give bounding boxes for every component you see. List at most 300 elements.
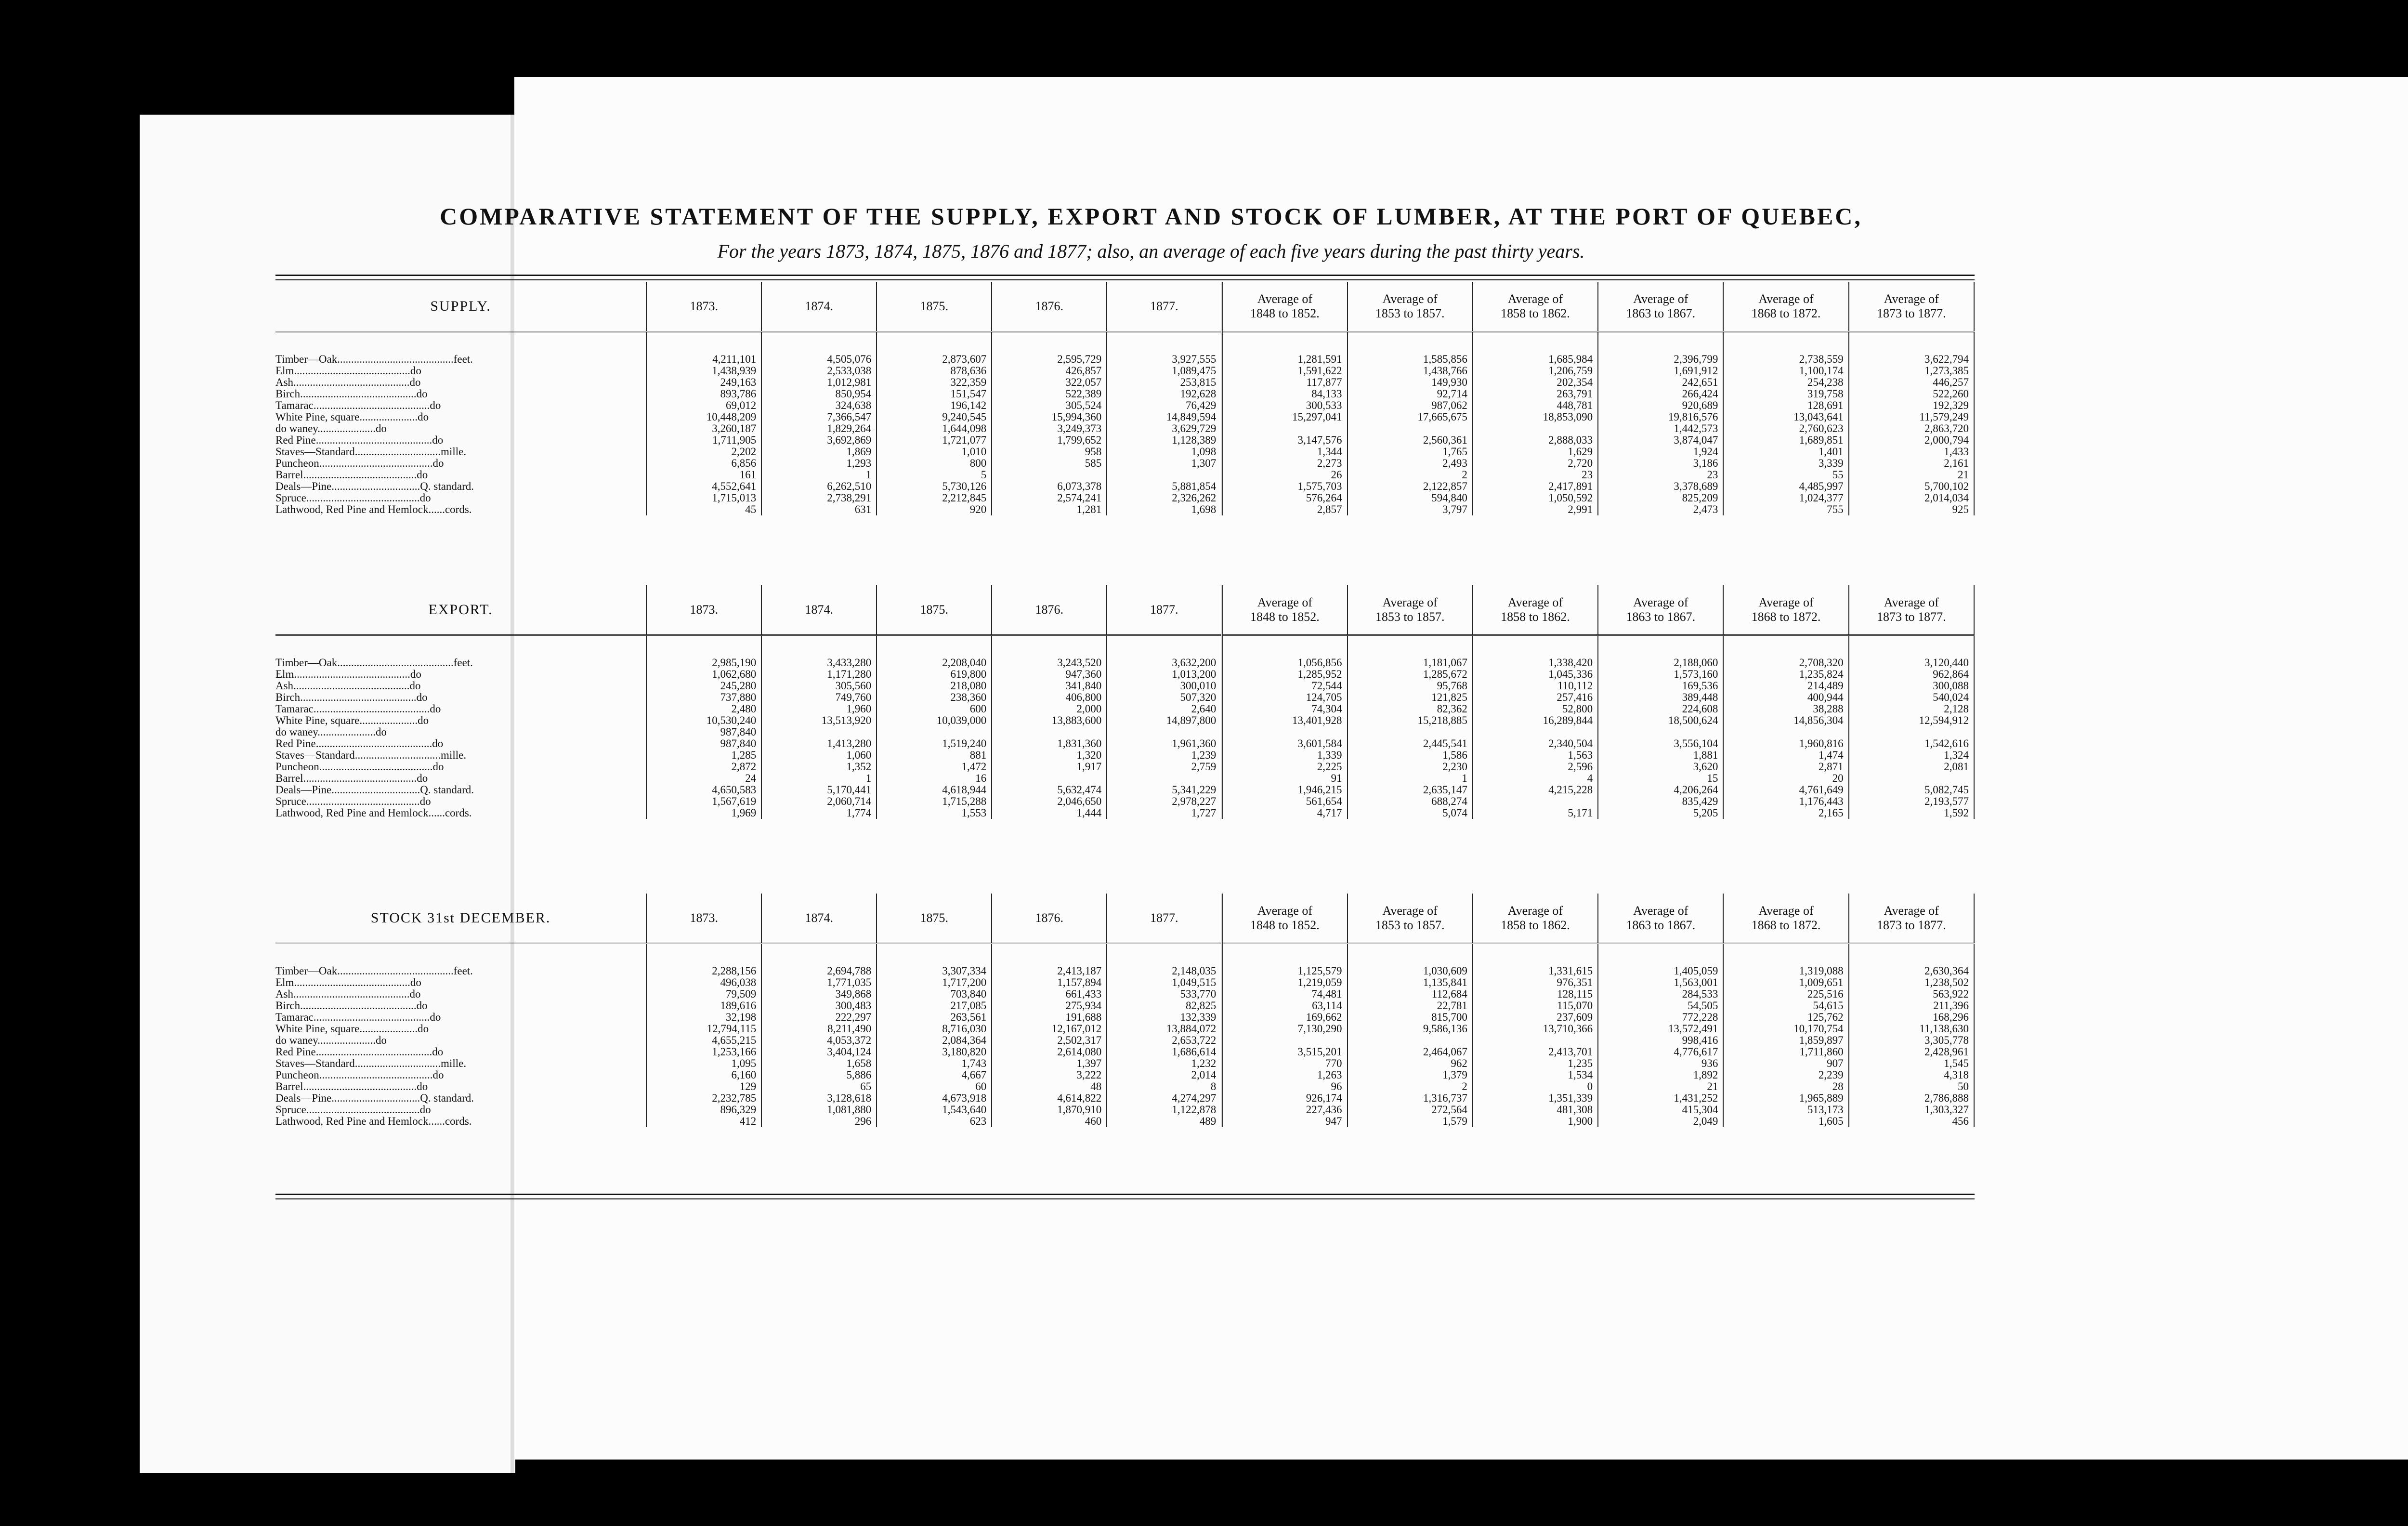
table-cell: 1,774	[761, 807, 877, 819]
table-cell: 305,560	[761, 680, 877, 692]
table-cell: 28	[1723, 1081, 1848, 1092]
table-cell: 4,211,101	[646, 332, 761, 366]
table-cell: 18,500,624	[1598, 715, 1723, 726]
year-column-header: 1875.	[877, 894, 992, 944]
table-cell: 5,074	[1348, 807, 1473, 819]
table-cell: 1,585,856	[1348, 332, 1473, 366]
table-cell: 1,870,910	[992, 1104, 1107, 1116]
table-cell: 2,760,623	[1723, 423, 1848, 434]
table-cell: 48	[992, 1081, 1107, 1092]
table-cell: 13,401,928	[1222, 715, 1347, 726]
table-row	[275, 481, 1974, 492]
average-column-header: Average of 1858 to 1862.	[1473, 282, 1598, 332]
table-cell: 1,239	[1107, 750, 1222, 761]
table-cell: 1,273,385	[1849, 365, 1974, 377]
table-cell: 2,273	[1222, 458, 1347, 469]
table-cell: 74,481	[1222, 988, 1347, 1000]
row-label: Barrel.........................................do	[275, 469, 646, 481]
table-cell: 2,161	[1849, 458, 1974, 469]
table-cell: 192,329	[1849, 400, 1974, 411]
table-cell: 1,319,088	[1723, 944, 1848, 977]
table-cell: 1,691,912	[1598, 365, 1723, 377]
table-cell: 16,289,844	[1473, 715, 1598, 726]
table-cell: 4,614,822	[992, 1092, 1107, 1104]
table-cell: 14,897,800	[1107, 715, 1222, 726]
year-column-header: 1876.	[992, 282, 1107, 332]
table-cell: 925	[1849, 504, 1974, 515]
table-cell: 522,260	[1849, 388, 1974, 400]
table-cell: 800	[877, 458, 992, 469]
table-row	[275, 807, 1974, 819]
table-cell: 84,133	[1222, 388, 1347, 400]
row-label: Birch..........................................do	[275, 1000, 646, 1012]
table-cell: 13,513,920	[761, 715, 877, 726]
table-row	[275, 669, 1974, 680]
table-cell: 23	[1598, 469, 1723, 481]
table-cell: 1,181,067	[1348, 635, 1473, 669]
row-label: Elm..........................................do	[275, 669, 646, 680]
table-cell: 825,209	[1598, 492, 1723, 504]
average-column-header: Average of 1848 to 1852.	[1222, 894, 1347, 944]
table-cell: 1,689,851	[1723, 434, 1848, 446]
row-label: Birch..........................................do	[275, 388, 646, 400]
table-cell: 896,329	[646, 1104, 761, 1116]
table-cell: 63,114	[1222, 1000, 1347, 1012]
table-cell: 322,057	[992, 377, 1107, 388]
stock-section	[275, 894, 1975, 1127]
table-cell: 1,961,360	[1107, 738, 1222, 750]
table-cell: 2,014	[1107, 1069, 1222, 1081]
table-row	[275, 680, 1974, 692]
table-cell: 26	[1222, 469, 1347, 481]
table-cell: 1,960,816	[1723, 738, 1848, 750]
table-cell: 2,445,541	[1348, 738, 1473, 750]
row-label: Staves—Standard...............................mille.	[275, 1058, 646, 1069]
table-cell: 987,840	[646, 726, 761, 738]
table-cell: 600	[877, 703, 992, 715]
table-cell: 341,840	[992, 680, 1107, 692]
table-cell: 1,542,616	[1849, 738, 1974, 750]
table-cell: 481,308	[1473, 1104, 1598, 1116]
table-cell: 2,630,364	[1849, 944, 1974, 977]
table-cell: 32,198	[646, 1012, 761, 1023]
year-column-header: 1877.	[1107, 585, 1222, 635]
table-cell: 13,883,600	[992, 715, 1107, 726]
table-cell	[1107, 726, 1222, 738]
table-cell: 1,553	[877, 807, 992, 819]
table-cell: 2,232,785	[646, 1092, 761, 1104]
table-cell: 192,628	[1107, 388, 1222, 400]
row-label: White Pine, square.....................do	[275, 411, 646, 423]
table-cell: 11,579,249	[1849, 411, 1974, 423]
year-column-header: 1873.	[646, 894, 761, 944]
table-cell: 661,433	[992, 988, 1107, 1000]
table-cell	[1473, 423, 1598, 434]
average-column-header: Average of 1853 to 1857.	[1348, 585, 1473, 635]
table-cell: 218,080	[877, 680, 992, 692]
table-cell: 2,417,891	[1473, 481, 1598, 492]
table-cell: 2,738,291	[761, 492, 877, 504]
table-cell: 489	[1107, 1116, 1222, 1127]
table-cell: 12,167,012	[992, 1023, 1107, 1035]
table-cell: 631	[761, 504, 877, 515]
table-row	[275, 773, 1974, 784]
table-cell: 272,564	[1348, 1104, 1473, 1116]
table-cell: 8,716,030	[877, 1023, 992, 1035]
table-cell: 54,505	[1598, 1000, 1723, 1012]
table-row	[275, 738, 1974, 750]
table-cell: 2,888,033	[1473, 434, 1598, 446]
table-cell: 5,886	[761, 1069, 877, 1081]
table-cell: 1,892	[1598, 1069, 1723, 1081]
table-cell: 448,781	[1473, 400, 1598, 411]
row-label: Deals—Pine................................Q. standard.	[275, 784, 646, 796]
table-cell: 815,700	[1348, 1012, 1473, 1023]
table-cell: 2,595,729	[992, 332, 1107, 366]
table-cell: 2,694,788	[761, 944, 877, 977]
year-column-header: 1876.	[992, 585, 1107, 635]
table-row	[275, 726, 1974, 738]
table-row	[275, 784, 1974, 796]
table-cell: 850,954	[761, 388, 877, 400]
table-cell: 254,238	[1723, 377, 1848, 388]
row-label: do waney.....................do	[275, 726, 646, 738]
table-cell: 2,413,187	[992, 944, 1107, 977]
table-cell: 2,873,607	[877, 332, 992, 366]
row-label: Ash..........................................do	[275, 377, 646, 388]
table-cell: 349,868	[761, 988, 877, 1000]
table-cell: 1,100,174	[1723, 365, 1848, 377]
table-row	[275, 458, 1974, 469]
export-table	[275, 585, 1975, 819]
table-cell: 6,160	[646, 1069, 761, 1081]
table-cell: 2,614,080	[992, 1046, 1107, 1058]
table-cell: 987,062	[1348, 400, 1473, 411]
table-cell: 3,515,201	[1222, 1046, 1347, 1058]
table-cell: 2,225	[1222, 761, 1347, 773]
row-label: Timber—Oak..........................................feet.	[275, 635, 646, 669]
table-cell: 10,530,240	[646, 715, 761, 726]
table-cell	[1107, 773, 1222, 784]
table-cell: 10,170,754	[1723, 1023, 1848, 1035]
table-cell: 3,692,869	[761, 434, 877, 446]
table-cell: 749,760	[761, 692, 877, 703]
average-column-header: Average of 1853 to 1857.	[1348, 894, 1473, 944]
table-cell: 1,900	[1473, 1116, 1598, 1127]
table-cell	[992, 773, 1107, 784]
table-cell: 737,880	[646, 692, 761, 703]
table-cell: 189,616	[646, 1000, 761, 1012]
table-cell: 3,305,778	[1849, 1035, 1974, 1046]
table-cell: 2,786,888	[1849, 1092, 1974, 1104]
table-cell: 3,404,124	[761, 1046, 877, 1058]
table-cell: 3,307,334	[877, 944, 992, 977]
table-cell	[992, 726, 1107, 738]
supply-table	[275, 282, 1975, 515]
table-cell: 3,620	[1598, 761, 1723, 773]
table-cell: 1,056,856	[1222, 635, 1347, 669]
year-column-header: 1874.	[761, 894, 877, 944]
table-cell: 112,684	[1348, 988, 1473, 1000]
table-cell: 426,857	[992, 365, 1107, 377]
table-cell: 2,049	[1598, 1116, 1723, 1127]
table-row	[275, 977, 1974, 988]
table-cell: 1	[1348, 773, 1473, 784]
table-cell: 1,253,166	[646, 1046, 761, 1058]
table-cell: 1,285	[646, 750, 761, 761]
table-cell: 284,533	[1598, 988, 1723, 1000]
table-row	[275, 388, 1974, 400]
table-cell: 389,448	[1598, 692, 1723, 703]
row-label: Barrel.........................................do	[275, 1081, 646, 1092]
table-cell: 2,978,227	[1107, 796, 1222, 807]
table-cell: 3,622,794	[1849, 332, 1974, 366]
table-cell: 1,293	[761, 458, 877, 469]
table-cell: 2,640	[1107, 703, 1222, 715]
table-row	[275, 1104, 1974, 1116]
table-cell: 6,856	[646, 458, 761, 469]
table-cell: 2,000	[992, 703, 1107, 715]
table-cell: 121,825	[1348, 692, 1473, 703]
table-cell: 169,662	[1222, 1012, 1347, 1023]
table-cell	[992, 469, 1107, 481]
table-cell: 1,438,939	[646, 365, 761, 377]
table-cell: 1,685,984	[1473, 332, 1598, 366]
table-cell: 60	[877, 1081, 992, 1092]
table-cell: 3,797	[1348, 504, 1473, 515]
row-label: Red Pine..........................................do	[275, 738, 646, 750]
table-cell: 1,829,264	[761, 423, 877, 434]
table-cell: 128,115	[1473, 988, 1598, 1000]
table-cell: 1,405,059	[1598, 944, 1723, 977]
table-cell: 1,573,160	[1598, 669, 1723, 680]
table-cell: 1,157,894	[992, 977, 1107, 988]
table-cell: 52,800	[1473, 703, 1598, 715]
table-cell: 1,727	[1107, 807, 1222, 819]
table-cell: 266,424	[1598, 388, 1723, 400]
table-cell: 151,547	[877, 388, 992, 400]
table-cell: 926,174	[1222, 1092, 1347, 1104]
table-cell: 92,714	[1348, 388, 1473, 400]
table-cell: 881	[877, 750, 992, 761]
row-label: Puncheon.........................................do	[275, 761, 646, 773]
table-cell: 540,024	[1849, 692, 1974, 703]
table-cell: 3,243,520	[992, 635, 1107, 669]
table-cell: 947	[1222, 1116, 1347, 1127]
table-cell: 406,800	[992, 692, 1107, 703]
table-cell: 1,238,502	[1849, 977, 1974, 988]
table-cell: 2,635,147	[1348, 784, 1473, 796]
table-row	[275, 944, 1974, 977]
table-cell: 1,010	[877, 446, 992, 458]
table-cell	[1849, 773, 1974, 784]
table-cell: 5,205	[1598, 807, 1723, 819]
section-heading: STOCK 31st DECEMBER.	[275, 894, 646, 944]
row-label: do waney.....................do	[275, 423, 646, 434]
table-cell: 1,711,905	[646, 434, 761, 446]
table-cell: 561,654	[1222, 796, 1347, 807]
table-cell: 2,428,961	[1849, 1046, 1974, 1058]
table-row	[275, 1035, 1974, 1046]
table-cell: 513,173	[1723, 1104, 1848, 1116]
table-cell: 2,991	[1473, 504, 1598, 515]
table-cell: 1,869	[761, 446, 877, 458]
row-label: Timber—Oak..........................................feet.	[275, 944, 646, 977]
table-row	[275, 715, 1974, 726]
table-cell: 998,416	[1598, 1035, 1723, 1046]
table-cell: 936	[1598, 1058, 1723, 1069]
table-cell: 211,396	[1849, 1000, 1974, 1012]
table-cell: 1,098	[1107, 446, 1222, 458]
table-cell: 2,128	[1849, 703, 1974, 715]
table-cell: 907	[1723, 1058, 1848, 1069]
table-cell: 2,208,040	[877, 635, 992, 669]
year-column-header: 1874.	[761, 282, 877, 332]
table-cell: 1,658	[761, 1058, 877, 1069]
section-heading: EXPORT.	[275, 585, 646, 635]
table-cell: 4,318	[1849, 1069, 1974, 1081]
table-cell: 400,944	[1723, 692, 1848, 703]
table-cell: 1,062,680	[646, 669, 761, 680]
table-cell: 2,738,559	[1723, 332, 1848, 366]
table-cell: 3,601,584	[1222, 738, 1347, 750]
section-heading: SUPPLY.	[275, 282, 646, 332]
table-cell: 2,413,701	[1473, 1046, 1598, 1058]
table-cell: 585	[992, 458, 1107, 469]
table-cell: 96	[1222, 1081, 1347, 1092]
table-cell: 2,000,794	[1849, 434, 1974, 446]
table-cell: 2,193,577	[1849, 796, 1974, 807]
table-cell: 3,378,689	[1598, 481, 1723, 492]
row-label: White Pine, square.....................do	[275, 1023, 646, 1035]
table-cell	[877, 726, 992, 738]
table-row	[275, 703, 1974, 715]
table-cell: 65	[761, 1081, 877, 1092]
table-cell: 224,608	[1598, 703, 1723, 715]
table-cell: 1,438,766	[1348, 365, 1473, 377]
table-cell: 2,560,361	[1348, 434, 1473, 446]
table-cell: 576,264	[1222, 492, 1347, 504]
table-cell: 15,218,885	[1348, 715, 1473, 726]
table-cell: 1,050,592	[1473, 492, 1598, 504]
table-cell	[1473, 726, 1598, 738]
table-cell: 2,084,364	[877, 1035, 992, 1046]
table-cell: 1,307	[1107, 458, 1222, 469]
table-cell: 2,708,320	[1723, 635, 1848, 669]
row-label: Puncheon.........................................do	[275, 1069, 646, 1081]
table-cell: 296	[761, 1116, 877, 1127]
table-cell: 15,994,360	[992, 411, 1107, 423]
table-cell: 8,211,490	[761, 1023, 877, 1035]
table-cell: 9,586,136	[1348, 1023, 1473, 1035]
year-column-header: 1876.	[992, 894, 1107, 944]
table-cell: 1,235	[1473, 1058, 1598, 1069]
table-cell: 4,206,264	[1598, 784, 1723, 796]
table-row	[275, 1023, 1974, 1035]
row-label: Tamarac..........................................do	[275, 703, 646, 715]
table-cell: 5,170,441	[761, 784, 877, 796]
table-cell: 1,431,252	[1598, 1092, 1723, 1104]
table-cell: 1,219,059	[1222, 977, 1347, 988]
table-cell: 1,519,240	[877, 738, 992, 750]
year-column-header: 1875.	[877, 585, 992, 635]
row-label: Timber—Oak..........................................feet.	[275, 332, 646, 366]
table-cell: 1,563,001	[1598, 977, 1723, 988]
table-cell: 1,081,880	[761, 1104, 877, 1116]
table-cell: 4,053,372	[761, 1035, 877, 1046]
table-cell: 13,572,491	[1598, 1023, 1723, 1035]
table-cell: 522,389	[992, 388, 1107, 400]
table-cell: 21	[1849, 469, 1974, 481]
table-cell: 129	[646, 1081, 761, 1092]
table-cell: 132,339	[1107, 1012, 1222, 1023]
table-cell: 1,344	[1222, 446, 1347, 458]
table-cell: 50	[1849, 1081, 1974, 1092]
table-cell: 2,340,504	[1473, 738, 1598, 750]
table-cell: 1,765	[1348, 446, 1473, 458]
table-cell: 253,815	[1107, 377, 1222, 388]
year-column-header: 1874.	[761, 585, 877, 635]
table-cell	[1222, 423, 1347, 434]
row-label: Lathwood, Red Pine and Hemlock......cords.	[275, 1116, 646, 1127]
table-cell: 1,592	[1849, 807, 1974, 819]
table-cell: 1,721,077	[877, 434, 992, 446]
row-label: Lathwood, Red Pine and Hemlock......cords.	[275, 807, 646, 819]
table-cell: 1,324	[1849, 750, 1974, 761]
table-row	[275, 1000, 1974, 1012]
table-cell: 8	[1107, 1081, 1222, 1092]
table-cell: 1,472	[877, 761, 992, 773]
table-cell	[1473, 796, 1598, 807]
table-row	[275, 365, 1974, 377]
table-cell: 1,397	[992, 1058, 1107, 1069]
table-cell: 149,930	[1348, 377, 1473, 388]
table-row	[275, 1069, 1974, 1081]
table-cell: 2,759	[1107, 761, 1222, 773]
table-cell: 1,135,841	[1348, 977, 1473, 988]
table-row	[275, 988, 1974, 1000]
row-label: Red Pine..........................................do	[275, 1046, 646, 1058]
table-cell: 1,799,652	[992, 434, 1107, 446]
table-cell: 95,768	[1348, 680, 1473, 692]
table-cell: 3,874,047	[1598, 434, 1723, 446]
table-cell: 1,717,200	[877, 977, 992, 988]
table-cell: 1,771,035	[761, 977, 877, 988]
table-cell: 324,638	[761, 400, 877, 411]
table-cell: 772,228	[1598, 1012, 1723, 1023]
table-cell: 1,125,579	[1222, 944, 1347, 977]
table-cell: 13,710,366	[1473, 1023, 1598, 1035]
table-cell: 124,705	[1222, 692, 1347, 703]
table-cell: 4,717	[1222, 807, 1347, 819]
table-cell: 128,691	[1723, 400, 1848, 411]
table-row	[275, 1081, 1974, 1092]
table-cell: 456	[1849, 1116, 1974, 1127]
table-cell: 1,917	[992, 761, 1107, 773]
table-cell: 2,239	[1723, 1069, 1848, 1081]
table-cell: 460	[992, 1116, 1107, 1127]
table-cell: 13,884,072	[1107, 1023, 1222, 1035]
table-cell: 920,689	[1598, 400, 1723, 411]
table-cell: 920	[877, 504, 992, 515]
table-cell	[1222, 726, 1347, 738]
average-column-header: Average of 1863 to 1867.	[1598, 894, 1723, 944]
table-cell: 976,351	[1473, 977, 1598, 988]
table-cell: 4,215,228	[1473, 784, 1598, 796]
row-label: Staves—Standard...............................mille.	[275, 446, 646, 458]
table-cell: 1,281,591	[1222, 332, 1347, 366]
table-cell: 322,359	[877, 377, 992, 388]
